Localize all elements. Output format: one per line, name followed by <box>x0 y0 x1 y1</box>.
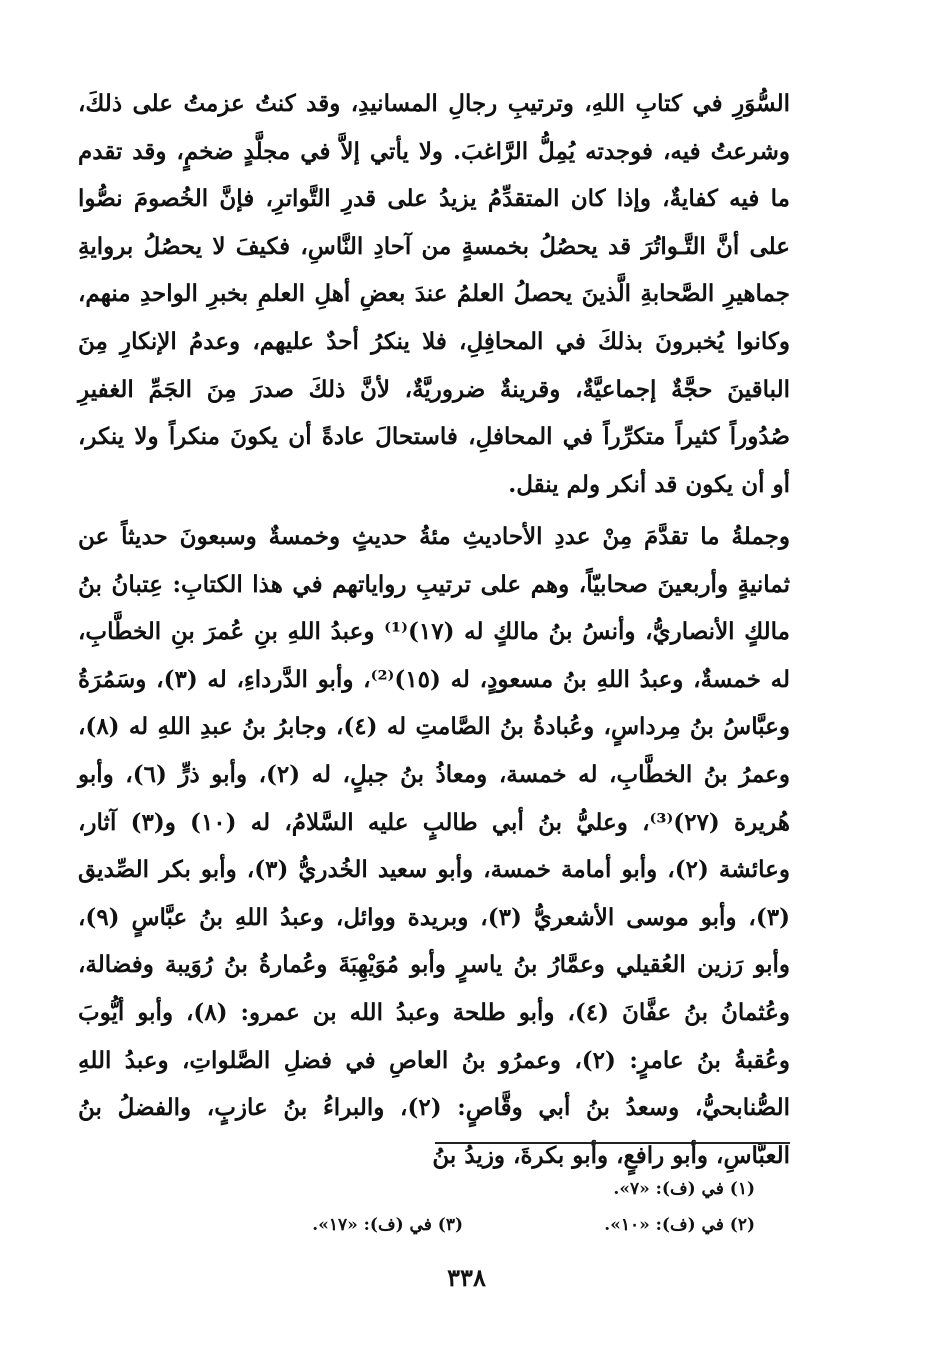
footnote-1: (١) في (ف): «٧». <box>613 1179 755 1199</box>
page-number: ٣٣٨ <box>447 1263 486 1292</box>
footnote-2: (٢) في (ف): «١٠». <box>604 1215 755 1235</box>
paragraph-1: السُّوَرِ في كتابِ اللهِ، وترتيبِ رجالِ المسانيدِ، وقد كنتُ عزمتُ على ذلكَ، وشرعتُ فيه، فوجدته يُمِلُّ الرَّاغبَ. ولا يأتي إلاَّ في مجلَّدٍ ضخمٍ، وقد تقدم ما فيه كفايةٌ، وإذا كان المتقدِّمُ يزيدُ على قدرِ التَّواترِ، فإنَّ الخُصومَ نصُّوا على أنَّ التَّـواتُرَ قد يحصُلُ بخمسةٍ من آحادِ النَّاسِ، فكيفَ لا يحصُلُ بروايةِ جماهيرِ الصَّحابةِ الَّذينَ يحصلُ العلمُ عندَ بعضِ أهلِ العلمِ بخبرِ الواحدِ منهم، وكانوا يُخبرونَ بذلكَ في المحافِلِ، فلا ينكرُ أحدٌ عليهم، وعدمُ الإنكارِ مِنَ الباقينَ حجَّةٌ إجماعيَّةٌ، وقرينةٌ ضروريَّةٌ، لأنَّ ذلكَ صدرَ مِنَ الجَمِّ الغفيرِ صُدُوراً كثيراً متكرِّراً في المحافلِ، فاستحالَ عادةً أن يكونَ منكراً ولا ينكر، أو أن يكون قد أنكر ولم ينقل. <box>78 90 790 498</box>
footnote-separator <box>435 1142 790 1144</box>
footnote-3: (٣) في (ف): «١٧». <box>312 1215 463 1235</box>
paragraph-2: وجملةُ ما تقدَّمَ مِنْ عددِ الأحاديثِ مئةُ حديثٍ وخمسةٌ وسبعونَ حديثاً عن ثمانيةٍ وأربعينَ صحابيّاً، وهم على ترتيبِ رواياتهم في هذا الكتابِ: عِتبانُ بنُ مالكٍ الأنصاريُّ، وأنسُ بنُ مالكٍ له (١٧)⁽¹⁾ وعبدُ اللهِ بنِ عُمرَ بنِ الخطَّابِ، له خمسةٌ، وعبدُ اللهِ بنُ مسعودٍ، له (١٥)⁽²⁾، وأبو الدَّرداءِ، له (٣)، وسَمُرَةُ وعبَّاسُ بنُ مِرداسٍ، وعُبادةُ بنُ الصَّامتِ له (٤)، وجابرُ بنُ عبدِ اللهِ له (٨)، وعمرُ بنُ الخطَّابِ، له خمسة، ومعاذُ بنُ جبلٍ، له (٢)، وأبو ذرٍّ (٦)، وأبو هُريرة (٢٧)⁽³⁾، وعليُّ بنُ أبي طالبٍ عليه السَّلامُ، له (١٠) و(٣) آثار، وعائشة (٢)، وأبو أمامة خمسة، وأبو سعيد الخُدريُّ (٣)، وأبو بكر الصِّديق (٣)، وأبو موسى الأشعريُّ (٣)، وبريدة ووائل، وعبدُ اللهِ بنُ عبَّاسٍ (٩)، وأبو رَزين العُقيلي وعمَّارُ بنُ ياسرٍ وأبو مُوَيْهِبَةَ وعُمارةُ بنُ رُوَيبة وفضالة، وعُثمانُ بنُ عفَّانَ (٤)، وأبو طلحة وعبدُ الله بن عمرو: (٨)، وأبو أيُّوبَ وعُقبةُ بنُ عامرٍ: (٢)، وعمرُو بنُ العاصِ في فضلِ الصَّلواتِ، وعبدُ اللهِ الصُّنابحيُّ، وسعدُ بنُ أبي وقَّاصٍ: (٢)، والبراءُ بنُ عازبٍ، والفضلُ بنُ العبَّاسِ، وأبو رافعٍ، وأبو بكرةَ، وزيدُ بنُ <box>78 523 791 1169</box>
